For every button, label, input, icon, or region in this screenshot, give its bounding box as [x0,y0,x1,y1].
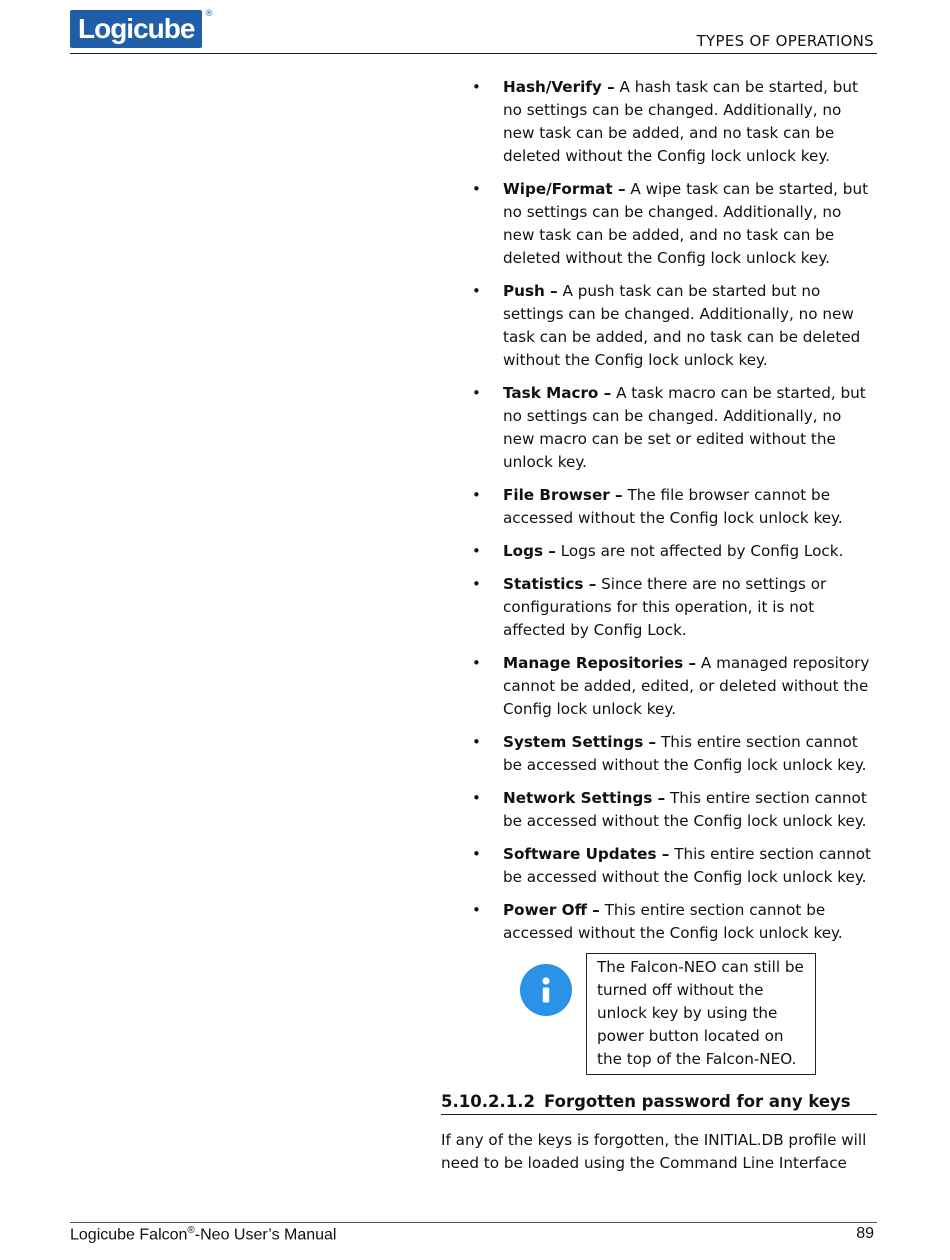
list-item [472,280,872,372]
bullet-icon: • [472,486,481,504]
bullet-term: Manage Repositories – [503,654,697,672]
footer-registered-mark: ® [187,1225,195,1236]
bullet-text: A wipe task can be started, but no settings can be changed. Additionally, no new task can be added, and no task can be deleted without the Config lock unlock key. [503,180,869,267]
bullet-text: This entire section cannot be accessed without the Config lock unlock key. [503,845,872,886]
bullet-text: A hash task can be started, but no settings can be changed. Additionally, no new task can be added, and no task can be deleted without the Config lock unlock key. [503,78,858,165]
bullet-icon: • [472,845,481,863]
list-item [472,731,872,777]
bullet-icon: • [472,654,481,672]
bullet-icon: • [472,180,481,198]
bullet-term: Hash/Verify – [503,78,615,96]
list-item [472,843,872,889]
bullet-term: Task Macro – [503,384,612,402]
section-number: 5.10.2.1.2 [441,1092,535,1111]
footer-manual-suffix: -Neo User’s Manual [194,1226,337,1244]
bullet-term: Wipe/Format – [503,180,626,198]
footer-manual-title [70,1225,336,1244]
bullet-text: Since there are no settings or configurations for this operation, it is not affected by Config Lock. [503,575,827,639]
bullet-term: Power Off – [503,901,600,919]
bullet-text: A push task can be started but no settings can be changed. Additionally, no new task can be added, and no task can be deleted without the Config lock unlock key. [503,282,861,369]
list-item [472,382,872,474]
section-heading [441,1090,877,1115]
info-icon [520,964,572,1016]
logicube-logo [70,9,213,49]
list-item [472,178,872,270]
bullet-term: Software Updates – [503,845,670,863]
section-title: Forgotten password for any keys [544,1092,851,1111]
bullet-text: This entire section cannot be accessed without the Config lock unlock key. [503,733,867,774]
bullet-icon: • [472,384,481,402]
bullet-term: System Settings – [503,733,657,751]
logo-registered-mark: ® [204,9,214,19]
bullet-term: Logs – [503,542,556,560]
bullet-icon: • [472,901,481,919]
config-lock-operations-list [472,76,872,955]
bullet-text: This entire section cannot be accessed without the Config lock unlock key. [503,901,843,942]
header-section-title: TYPES OF OPERATIONS [696,32,874,50]
list-item [472,484,872,530]
logo-wordmark: Logicube [70,10,202,48]
bullet-text: The file browser cannot be accessed without the Config lock unlock key. [503,486,843,527]
footer-divider [70,1222,877,1223]
list-item [472,652,872,721]
bullet-icon: • [472,575,481,593]
section-paragraph: If any of the keys is forgotten, the INITIAL.DB profile will need to be loaded using the Command Line Interface [441,1131,867,1172]
list-item [472,76,872,168]
note-box: The Falcon-NEO can still be turned off without the unlock key by using the power button located on the top of the Falcon-NEO. [586,953,816,1075]
bullet-term: Push – [503,282,558,300]
bullet-text: Logs are not affected by Config Lock. [555,542,844,560]
bullet-icon: • [472,78,481,96]
page-number: 89 [856,1225,874,1242]
bullet-icon: • [472,789,481,807]
bullet-term: File Browser – [503,486,623,504]
bullet-icon: • [472,542,481,560]
list-item [472,540,872,563]
bullet-term: Statistics – [503,575,597,593]
bullet-text: A managed repository cannot be added, edited, or deleted without the Config lock unlock key. [503,654,870,718]
footer-manual-prefix: Logicube Falcon [70,1226,188,1244]
list-item [472,787,872,833]
bullet-text: This entire section cannot be accessed without the Config lock unlock key. [503,789,867,830]
bullet-term: Network Settings – [503,789,666,807]
list-item [472,899,872,945]
bullet-text: A task macro can be started, but no settings can be changed. Additionally, no new macro can be set or edited without the unlock key. [503,384,866,471]
bullet-icon: • [472,282,481,300]
bullet-icon: • [472,733,481,751]
header-divider [70,53,877,54]
list-item [472,573,872,642]
